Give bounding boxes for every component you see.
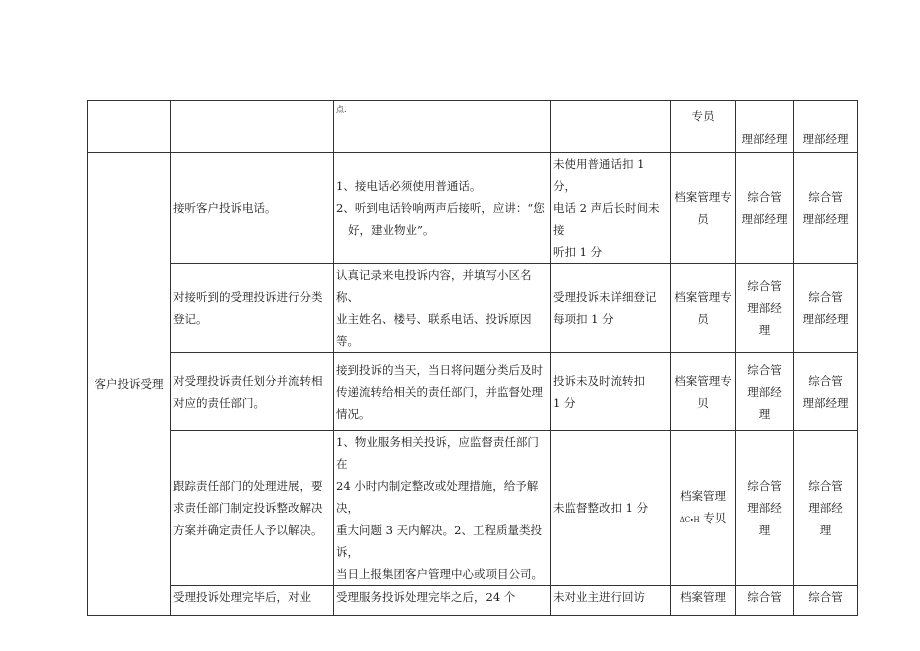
table-row <box>88 431 858 586</box>
item-line: 对受理投诉责任划分并流转相 <box>173 373 323 388</box>
deduction-line: 电话 2 声后长时间未接 <box>553 201 660 237</box>
reviewer-text: 理部经理 <box>802 132 849 146</box>
supervisor-text: 综合管 <box>747 590 782 604</box>
role-cell <box>671 353 736 431</box>
supervisor-line: 综合管 <box>747 190 782 204</box>
reviewer-line: 综合管 <box>808 190 843 204</box>
item-text: 接听客户投诉电话。 <box>173 201 277 215</box>
deduction-line: 投诉未及时流转扣 <box>553 373 645 388</box>
item-cell <box>171 153 334 264</box>
reviewer-cell <box>794 586 858 616</box>
table-row <box>88 353 858 431</box>
standard-line: 1、接电话必须使用普通话。 <box>336 179 482 193</box>
reviewer-cell <box>794 431 858 586</box>
reviewer-cell <box>794 101 858 153</box>
deduction-cell <box>551 153 671 264</box>
standard-line: 当日上报集团客户管理中心或项目公司。 <box>336 567 543 581</box>
supervisor-cell <box>736 101 794 153</box>
reviewer-line: 理部经理 <box>802 312 849 326</box>
role-line: 专贝 <box>703 511 727 525</box>
supervisor-line: 综合管 <box>747 279 782 293</box>
deduction-line: 1 分 <box>553 395 576 410</box>
role-line: 员 <box>697 312 709 326</box>
role-small-mark: ΔC∙H <box>679 516 700 524</box>
standard-fragment-note: 点． <box>336 105 352 114</box>
table-row <box>88 153 858 264</box>
item-line: 对接听到的受理投诉进行分类 <box>173 290 323 304</box>
role-line: 档案管理专 <box>674 290 732 304</box>
table-row <box>88 586 858 616</box>
item-line: 登记。 <box>173 312 208 326</box>
deduction-line: 受理投诉未详细登记 <box>553 290 657 304</box>
role-line: 档案管理 <box>680 489 726 503</box>
supervisor-line: 理 <box>758 323 771 337</box>
standard-line: 2、听到电话铃响两声后接听，应讲：“您 <box>336 201 545 215</box>
table-row <box>88 101 858 153</box>
item-cell <box>171 586 334 616</box>
supervisor-line: 理部经理 <box>741 212 788 226</box>
reviewer-cell <box>794 153 858 264</box>
supervisor-text: 理部经理 <box>741 132 788 146</box>
procedure-table <box>87 100 858 616</box>
role-cell <box>671 153 736 264</box>
supervisor-cell <box>736 586 794 616</box>
supervisor-line: 理部经 <box>747 501 782 515</box>
role-line: 贝 <box>697 395 709 410</box>
standard-line: 业主姓名、楼号、联系电话、投诉原因等。 <box>336 312 532 348</box>
standard-text: 受理服务投诉处理完毕之后，24 个 <box>336 590 516 604</box>
reviewer-line: 理部经理 <box>802 212 849 226</box>
table-row <box>88 264 858 353</box>
item-cell <box>171 353 334 431</box>
reviewer-line: 理 <box>819 523 832 537</box>
standard-cell <box>334 353 551 431</box>
role-line: 档案管理专 <box>674 373 732 388</box>
item-cell <box>171 264 334 353</box>
item-text: 受理投诉处理完毕后，对业 <box>173 590 311 604</box>
reviewer-cell <box>794 264 858 353</box>
standard-line: 重大问题 3 天内解决。2、工程质量类投诉， <box>336 523 542 559</box>
reviewer-line: 综合管 <box>808 479 843 493</box>
role-cell <box>671 586 736 616</box>
standard-line: 好，建业物业”。 <box>348 223 435 237</box>
category-text: 客户投诉受理 <box>94 377 164 391</box>
deduction-line: 每项扣 1 分 <box>553 312 614 326</box>
item-line: 方案并确定责任人予以解决。 <box>173 523 323 537</box>
item-line: 对应的责任部门。 <box>173 395 265 410</box>
role-line: 员 <box>697 212 709 226</box>
supervisor-line: 综合管 <box>747 479 782 493</box>
supervisor-cell <box>736 431 794 586</box>
role-text: 档案管理 <box>680 590 726 604</box>
standard-line: 情况。 <box>336 406 371 421</box>
role-cell <box>671 431 736 586</box>
standard-cell <box>334 101 551 153</box>
role-cell <box>671 264 736 353</box>
standard-cell <box>334 586 551 616</box>
deduction-cell <box>551 586 671 616</box>
deduction-cell <box>551 264 671 353</box>
standard-line: 认真记录来电投诉内容，并填写小区名称、 <box>336 268 532 304</box>
supervisor-cell <box>736 264 794 353</box>
reviewer-cell <box>794 353 858 431</box>
deduction-cell <box>551 353 671 431</box>
supervisor-line: 理 <box>758 523 771 537</box>
standard-line: 1、物业服务相关投诉，应监督责任部门在 <box>336 435 539 471</box>
role-line: 档案管理专 <box>674 190 732 204</box>
item-line: 求责任部门制定投诉整改解决 <box>173 501 323 515</box>
item-line: 跟踪责任部门的处理进展，要 <box>173 479 323 493</box>
supervisor-cell <box>736 153 794 264</box>
deduction-text: 未对业主进行回访 <box>553 590 645 604</box>
standard-line: 24 小时内制定整改或处理措施，给予解决， <box>336 479 539 515</box>
supervisor-line: 理 <box>758 406 771 421</box>
role-text: 专员 <box>691 109 715 123</box>
supervisor-line: 综合管 <box>747 362 782 377</box>
supervisor-line: 理部经 <box>747 384 782 399</box>
standard-line: 传递流转给相关的责任部门，并监督处理 <box>336 384 543 399</box>
standard-cell <box>334 431 551 586</box>
deduction-line: 听扣 1 分 <box>553 245 603 259</box>
item-cell <box>171 431 334 586</box>
deduction-line: 未使用普通话扣 1 分， <box>553 157 645 193</box>
deduction-line: 未监督整改扣 1 分 <box>553 501 649 515</box>
standard-line: 接到投诉的当天，当日将问题分类后及时 <box>336 362 543 377</box>
deduction-cell <box>551 431 671 586</box>
reviewer-line: 综合管 <box>808 373 843 388</box>
reviewer-text: 综合管 <box>808 590 843 604</box>
reviewer-line: 综合管 <box>808 290 843 304</box>
standard-cell <box>334 153 551 264</box>
deduction-cell <box>551 101 671 153</box>
supervisor-cell <box>736 353 794 431</box>
role-cell <box>671 101 736 153</box>
item-cell <box>171 101 334 153</box>
category-cell <box>88 153 171 616</box>
category-cell <box>88 101 171 153</box>
supervisor-line: 理部经 <box>747 301 782 315</box>
reviewer-line: 理部经理 <box>802 395 849 410</box>
reviewer-line: 理部经 <box>808 501 843 515</box>
standard-cell <box>334 264 551 353</box>
